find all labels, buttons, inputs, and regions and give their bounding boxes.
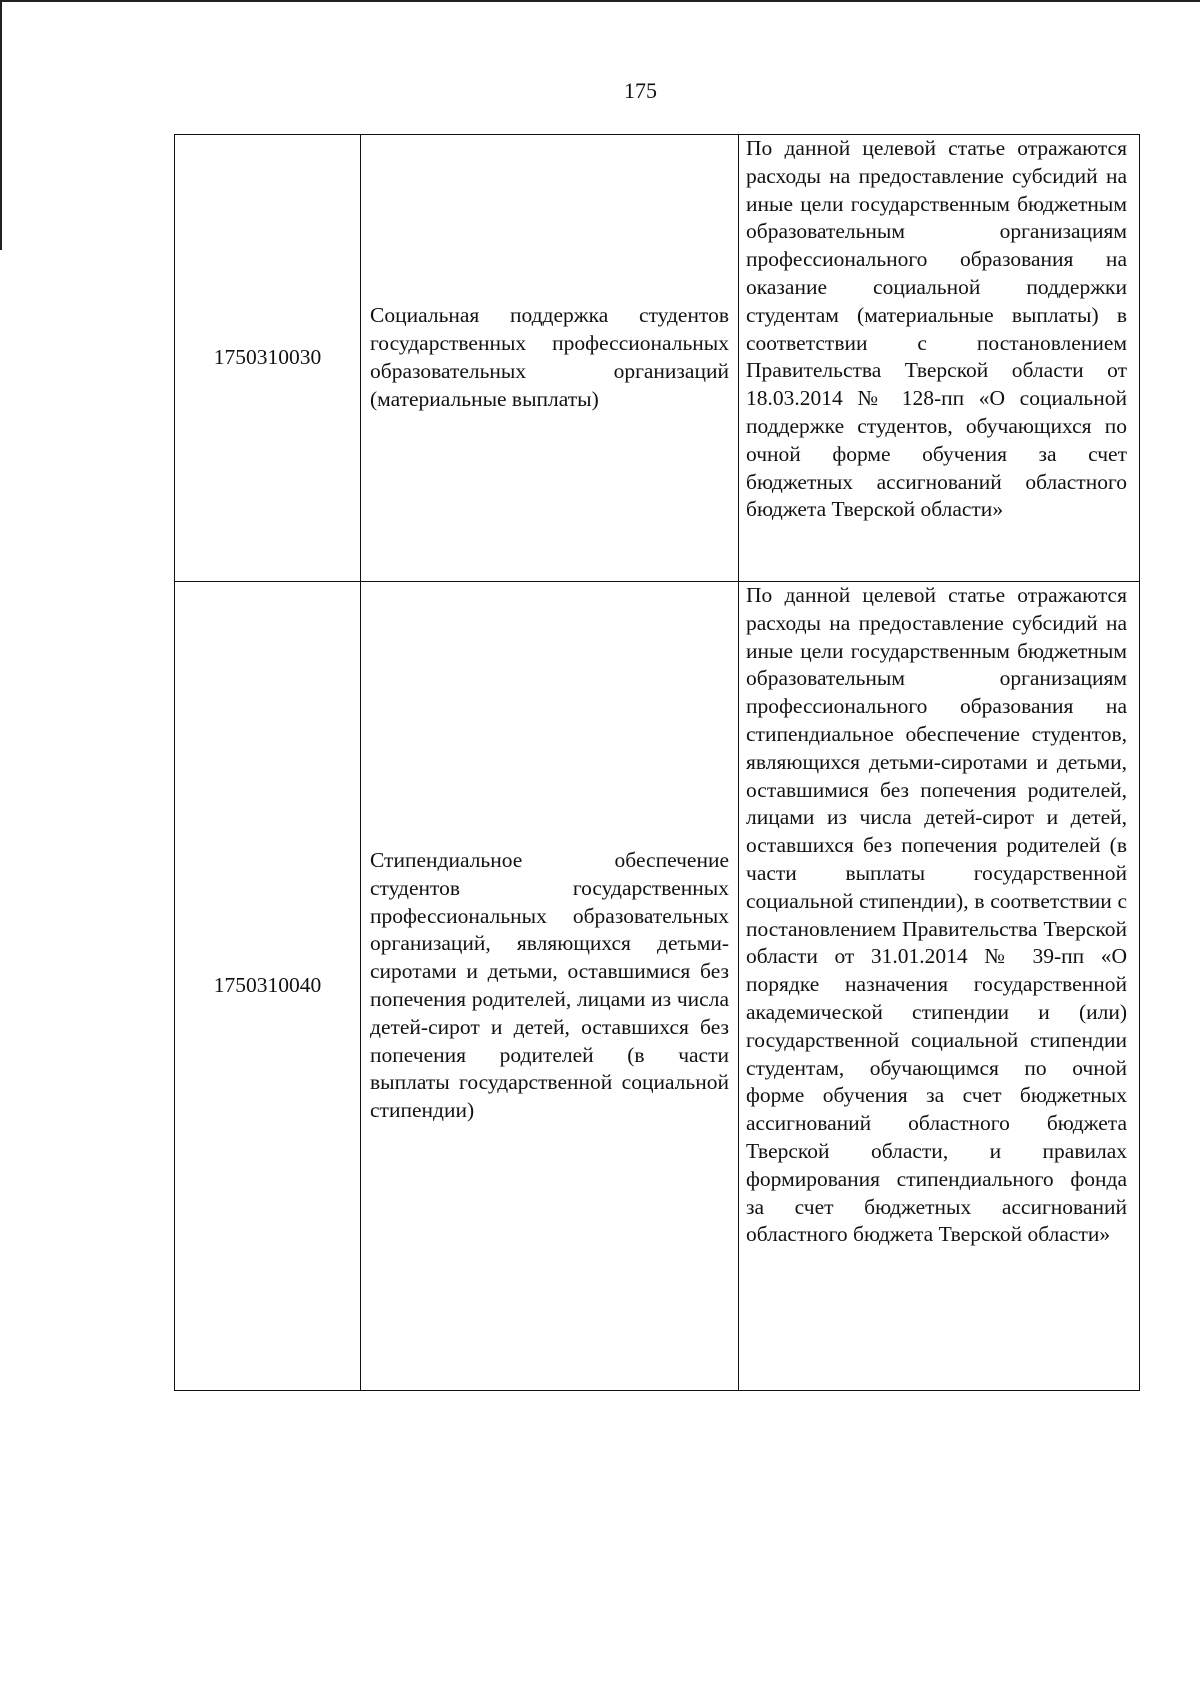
- table-row: [175, 582, 1140, 1391]
- target-article-code: 1750310030: [175, 135, 361, 582]
- target-article-description: По данной целевой статье отражаются расходы на предоставление субсидий на иные цели государственным бюджетным образовательным организациям профессионального образования на стипендиальное обеспечение студентов, являющихся детьми-сиротами и детьми, оставшимися без попечения родителей, лицами из числа детей-сирот и детей, оставшихся без попечения родителей (в части выплаты государственной социальной стипендии), в соответствии с постановлением Правительства Тверской области от 31.01.2014 № 39-пп «О порядке назначения государственной академической стипендии и (или) государственной социальной стипендии студентам, обучающимся по очной форме обучения за счет бюджетных ассигнований областного бюджета Тверской области, и правилах формирования стипендиального фонда за счет бюджетных ассигнований областного бюджета Тверской области»: [739, 582, 1140, 1391]
- target-article-code: 1750310040: [175, 582, 361, 1391]
- page-number: 175: [624, 78, 657, 103]
- target-article-description: По данной целевой статье отражаются расходы на предоставление субсидий на иные цели государственным бюджетным образовательным организациям профессионального образования на оказание социальной поддержки студентам (материальные выплаты) в соответствии с постановлением Правительства Тверской области от 18.03.2014 № 128-пп «О социальной поддержке студентов, обучающихся по очной форме обучения за счет бюджетных ассигнований областного бюджета Тверской области»: [739, 135, 1140, 582]
- table-row: [175, 135, 1140, 582]
- target-article-name: Стипендиальное обеспечение студентов государственных профессиональных образовательных организаций, являющихся детьми-сиротами и детьми, оставшимися без попечения родителей, лицами из числа детей-сирот и детей, оставшихся без попечения родителей (в части выплаты государственной социальной стипендии): [361, 582, 739, 1391]
- scan-top-edge: [0, 0, 1200, 2]
- target-article-name: Социальная поддержка студентов государственных профессиональных образовательных организаций (материальные выплаты): [361, 135, 739, 582]
- scan-left-edge: [0, 0, 2, 250]
- budget-classification-table: [174, 134, 1140, 1391]
